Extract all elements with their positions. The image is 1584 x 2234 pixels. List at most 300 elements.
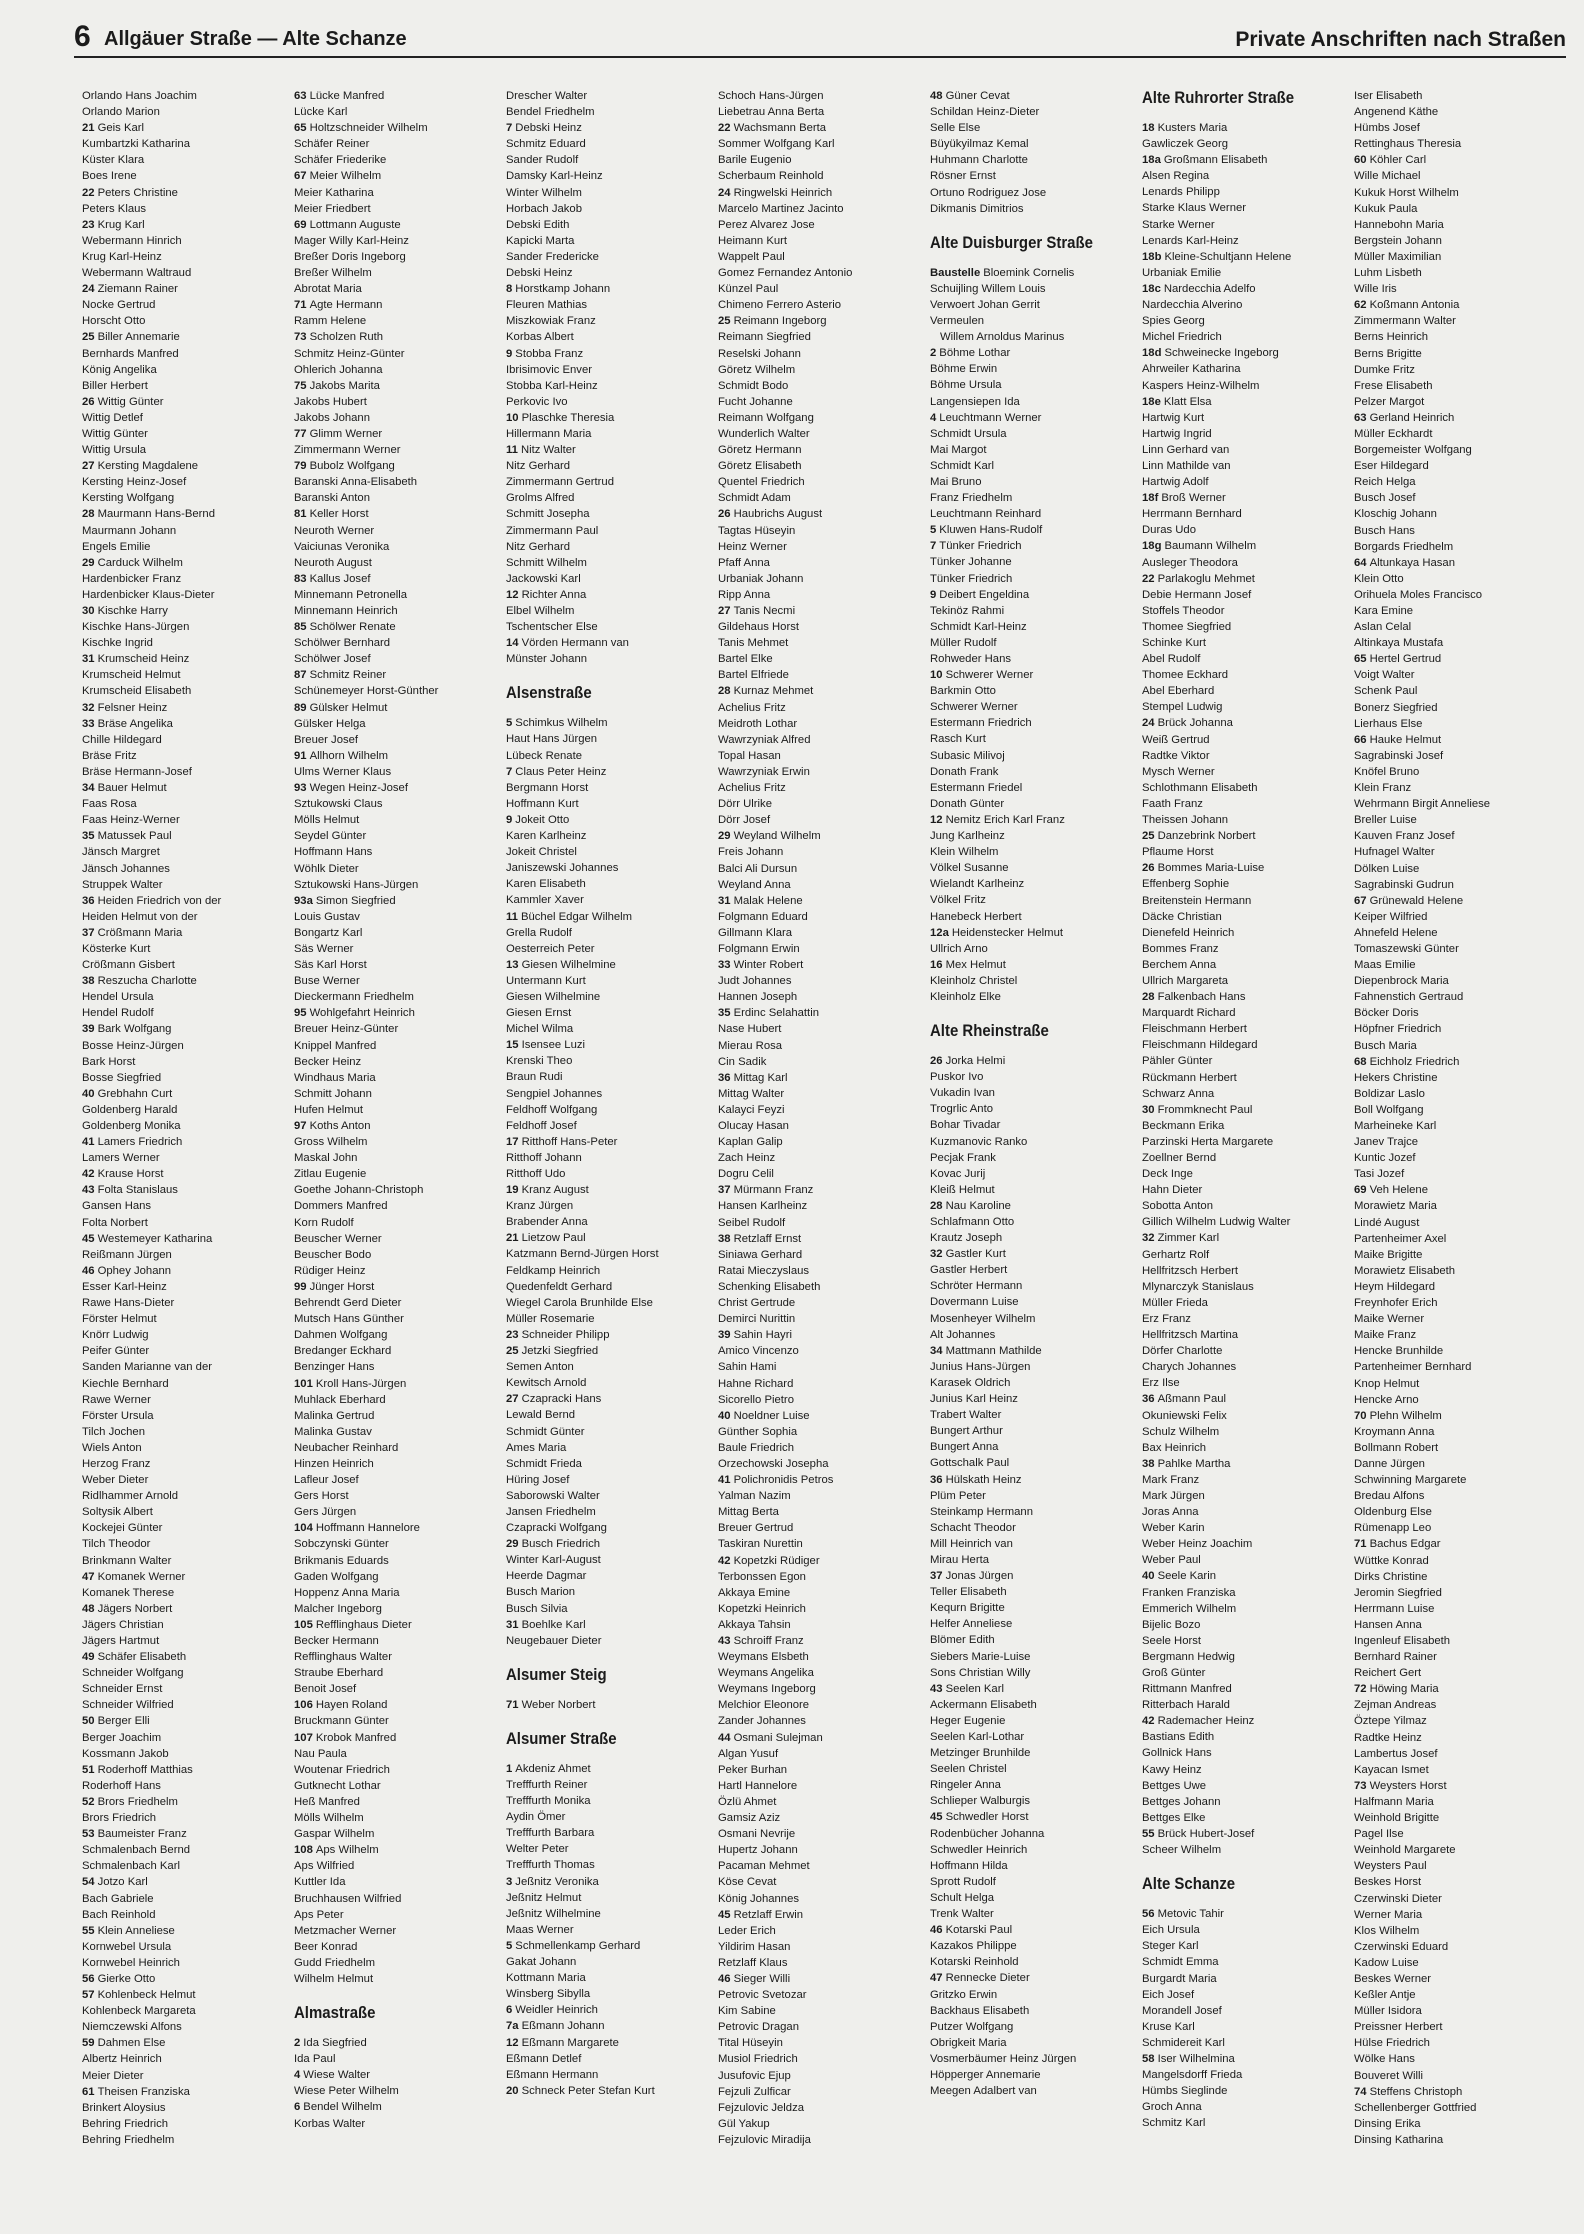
resident-entry <box>506 1440 718 1456</box>
resident-entry <box>1354 2068 1566 2084</box>
resident-name: Steffens Christoph <box>1369 2085 1463 2098</box>
resident-name: Plüm Peter <box>930 1489 986 1502</box>
resident-name: Beckmann Erika <box>1142 1119 1225 1132</box>
resident-name: Czerwinski Eduard <box>1354 1940 1449 1953</box>
resident-name: Metzmacher Werner <box>294 1924 397 1937</box>
resident-name: Refflinghaus Walter <box>294 1651 392 1664</box>
resident-entry <box>82 603 294 619</box>
resident-name: Faas Rosa <box>82 798 137 811</box>
house-number: 22 <box>1142 572 1155 585</box>
resident-name: Kotarski Reinhold <box>930 1956 1019 1969</box>
resident-name: Puskor Ivo <box>930 1071 984 1084</box>
resident-entry <box>1354 1826 1566 1842</box>
resident-entry <box>82 619 294 635</box>
resident-name: Kossmann Jakob <box>82 1747 169 1760</box>
resident-entry <box>82 265 294 281</box>
resident-name: Kleine-Schultjann Helene <box>1164 250 1292 263</box>
resident-entry <box>718 2035 930 2051</box>
house-number: 23 <box>82 218 95 231</box>
resident-name: Zimmer Karl <box>1157 1232 1220 1245</box>
resident-entry <box>82 1198 294 1214</box>
resident-entry <box>1142 1794 1354 1810</box>
resident-name: Tekinöz Rahmi <box>930 604 1005 617</box>
resident-name: Hüring Josef <box>506 1473 570 1486</box>
resident-entry <box>1354 1810 1566 1826</box>
resident-name: Lierhaus Else <box>1354 717 1423 730</box>
resident-name: Maas Emilie <box>1354 959 1416 972</box>
resident-name: Hardenbicker Klaus-Dieter <box>82 588 215 601</box>
house-number: 7 <box>506 122 513 135</box>
resident-entry <box>1142 909 1354 925</box>
resident-entry <box>718 217 930 233</box>
resident-entry <box>1354 281 1566 297</box>
resident-name: Beuscher Werner <box>294 1232 382 1245</box>
resident-name: Jakobs Hubert <box>294 395 367 408</box>
house-number: 21 <box>82 122 95 135</box>
resident-entry <box>506 120 718 136</box>
resident-entry <box>82 281 294 297</box>
resident-entry <box>1142 378 1354 394</box>
resident-name: Heger Eugenie <box>930 1714 1006 1727</box>
resident-entry <box>1354 1182 1566 1198</box>
resident-name: Wegen Heinz-Josef <box>309 782 408 795</box>
resident-entry <box>718 1778 930 1794</box>
resident-entry <box>82 1472 294 1488</box>
resident-entry <box>82 104 294 120</box>
resident-name: Faath Franz <box>1142 797 1203 810</box>
resident-name: Schäfer Elisabeth <box>97 1651 187 1664</box>
resident-name: Radtke Heinz <box>1354 1731 1422 1744</box>
resident-name: Zoellner Bernd <box>1142 1152 1217 1164</box>
resident-entry <box>506 1970 718 1986</box>
resident-name: Völkel Susanne <box>930 862 1009 875</box>
resident-entry <box>294 1359 506 1375</box>
resident-name: Schmitz Karl <box>1142 2117 1206 2130</box>
house-number: 16 <box>930 958 943 971</box>
resident-entry <box>718 1295 930 1311</box>
resident-name: Ortuno Rodriguez Jose <box>930 186 1047 199</box>
resident-name: Gaden Wolfgang <box>294 1570 379 1583</box>
resident-entry <box>930 1472 1142 1488</box>
resident-entry <box>294 1553 506 1569</box>
resident-entry <box>294 1665 506 1681</box>
resident-name: Berger Joachim <box>82 1731 162 1744</box>
resident-name: Nase Hubert <box>718 1023 782 1036</box>
resident-name: Geis Karl <box>97 122 145 135</box>
resident-name: Petrovic Svetozar <box>718 1989 807 2002</box>
resident-entry <box>1354 104 1566 120</box>
resident-entry <box>506 731 718 747</box>
house-number: 5 <box>506 717 513 730</box>
resident-entry <box>294 1488 506 1504</box>
house-number: 7a <box>506 2020 519 2033</box>
resident-name: Krautz Joseph <box>930 1232 1003 1245</box>
resident-entry <box>294 1746 506 1762</box>
resident-entry <box>506 1922 718 1938</box>
house-number: 56 <box>82 1972 95 1985</box>
resident-entry <box>930 152 1142 168</box>
resident-name: Schweinecke Ingeborg <box>1164 347 1279 360</box>
resident-name: Jägers Christian <box>82 1618 164 1631</box>
resident-name: Schmitz Heinz-Günter <box>294 347 405 360</box>
resident-name: Gers Jürgen <box>294 1506 357 1519</box>
resident-entry <box>294 1215 506 1231</box>
resident-name: Claus Peter Heinz <box>515 765 607 778</box>
resident-entry <box>930 1826 1142 1842</box>
resident-entry <box>82 1891 294 1907</box>
resident-entry <box>506 941 718 957</box>
resident-name: Freis Johann <box>718 846 784 859</box>
house-number: 46 <box>82 1264 95 1277</box>
resident-entry <box>718 1311 930 1327</box>
resident-name: Künzel Paul <box>718 283 779 296</box>
resident-entry <box>506 362 718 378</box>
resident-name: Dörr Josef <box>718 814 771 827</box>
house-number: 18f <box>1142 492 1159 505</box>
resident-entry <box>1354 1424 1566 1440</box>
resident-name: Debski Heinz <box>515 122 582 135</box>
house-number: 10 <box>930 669 943 682</box>
resident-name: Schneider Ernst <box>82 1683 163 1696</box>
resident-entry <box>82 861 294 877</box>
resident-entry <box>1354 1681 1566 1697</box>
resident-entry <box>294 619 506 635</box>
resident-entry <box>506 603 718 619</box>
resident-entry <box>82 571 294 587</box>
resident-name: Hekers Christine <box>1354 1071 1438 1084</box>
resident-entry <box>82 346 294 362</box>
directory-columns <box>82 88 1566 2218</box>
resident-entry <box>506 1793 718 1809</box>
resident-entry <box>930 1359 1142 1375</box>
resident-name: Braun Rudi <box>506 1071 563 1084</box>
resident-name: Frese Elisabeth <box>1354 379 1433 392</box>
resident-entry <box>506 474 718 490</box>
resident-name: Schroiff Franz <box>733 1635 804 1647</box>
house-number: 32 <box>1142 1232 1155 1245</box>
resident-entry <box>294 1601 506 1617</box>
resident-name: Gross Wilhelm <box>294 1136 368 1149</box>
resident-name: Carduck Wilhelm <box>97 556 183 569</box>
resident-name: Bubolz Wolfgang <box>309 460 395 473</box>
resident-entry <box>930 1327 1142 1343</box>
resident-name: Leuchtmann Werner <box>939 411 1042 424</box>
resident-name: Hülskath Heinz <box>945 1473 1022 1486</box>
resident-name: Retzlaff Ernst <box>733 1232 802 1245</box>
resident-entry <box>930 1632 1142 1648</box>
resident-entry <box>930 1938 1142 1954</box>
resident-name: Klein Otto <box>1354 572 1404 585</box>
resident-name: Donath Frank <box>930 765 999 778</box>
resident-name: Scholzen Ruth <box>309 331 384 344</box>
resident-name: Meegen Adalbert van <box>930 2085 1037 2098</box>
resident-name: Biller Herbert <box>82 379 148 392</box>
resident-name: Hauke Helmut <box>1369 733 1442 746</box>
resident-entry <box>82 1585 294 1601</box>
resident-entry <box>1354 152 1566 168</box>
resident-entry <box>930 377 1142 393</box>
resident-name: Mex Helmut <box>945 958 1006 971</box>
house-number: 24 <box>1142 717 1155 730</box>
resident-name: Lenards Philipp <box>1142 186 1220 199</box>
resident-name: Algan Yusuf <box>718 1747 779 1760</box>
house-number: 34 <box>930 1344 943 1357</box>
resident-name: Hellfritzsch Martina <box>1142 1329 1239 1342</box>
resident-entry <box>82 506 294 522</box>
resident-entry <box>506 2018 718 2034</box>
resident-entry <box>1142 2083 1354 2099</box>
resident-entry <box>506 1568 718 1584</box>
resident-name: Erz Franz <box>1142 1312 1191 1325</box>
resident-entry <box>294 683 506 699</box>
resident-entry <box>506 1809 718 1825</box>
resident-name: Wilhelm Helmut <box>294 1972 374 1985</box>
resident-name: Berger Elli <box>97 1715 150 1728</box>
house-number: 28 <box>82 508 95 521</box>
resident-name: Holtzschneider Wilhelm <box>309 122 428 135</box>
resident-entry <box>1354 667 1566 683</box>
resident-entry <box>930 474 1142 490</box>
resident-entry <box>294 1343 506 1359</box>
resident-entry <box>294 265 506 281</box>
resident-name: Küster Klara <box>82 154 145 167</box>
street-heading: Alte Duisburger Straße <box>930 232 1093 252</box>
resident-entry <box>506 1150 718 1166</box>
resident-name: Aps Wilfried <box>294 1860 355 1873</box>
resident-name: Kapicki Marta <box>506 234 575 247</box>
house-number: 9 <box>930 588 937 601</box>
resident-name: Fejzulovic Jeldza <box>718 2101 805 2114</box>
resident-entry <box>294 1005 506 1021</box>
resident-entry <box>294 925 506 941</box>
resident-entry <box>1354 925 1566 941</box>
resident-name: Wehrmann Birgit Anneliese <box>1354 798 1491 811</box>
resident-entry <box>1142 1810 1354 1826</box>
resident-entry <box>1354 265 1566 281</box>
street-heading: Alsenstraße <box>506 683 592 703</box>
resident-name: Schölwer Bernhard <box>294 637 391 650</box>
resident-name: Breßer Doris Ingeborg <box>294 250 406 263</box>
resident-name: Sanden Marianne van der <box>82 1361 213 1374</box>
resident-entry <box>718 1536 930 1552</box>
resident-name: Kewitsch Arnold <box>506 1377 587 1390</box>
resident-name: Reichert Gert <box>1354 1667 1422 1680</box>
resident-name: Sagrabinski Josef <box>1354 749 1444 762</box>
resident-entry <box>718 426 930 442</box>
resident-name: Dienefeld Heinrich <box>1142 926 1235 939</box>
resident-entry <box>718 764 930 780</box>
resident-entry <box>1142 941 1354 957</box>
resident-entry <box>1354 1038 1566 1054</box>
resident-name: Krause Horst <box>97 1168 164 1181</box>
resident-name: Seele Horst <box>1142 1634 1202 1647</box>
resident-name: Danzebrink Norbert <box>1157 830 1256 843</box>
house-number: 55 <box>82 1924 95 1937</box>
resident-entry <box>718 1021 930 1037</box>
resident-entry <box>1354 571 1566 587</box>
resident-name: Wiese Peter Wilhelm <box>294 2085 399 2098</box>
house-number: 95 <box>294 1007 307 1020</box>
resident-entry <box>82 1923 294 1939</box>
resident-name: Bendel Wilhelm <box>303 2101 382 2114</box>
resident-name: Charych Johannes <box>1142 1361 1237 1374</box>
resident-entry <box>82 217 294 233</box>
resident-name: Kukuk Paula <box>1354 202 1418 215</box>
house-number: 18e <box>1142 395 1161 408</box>
resident-name: Kaplan Galip <box>718 1136 783 1149</box>
resident-entry <box>82 1021 294 1037</box>
resident-entry <box>294 1891 506 1907</box>
resident-name: Thomee Eckhard <box>1142 669 1229 682</box>
house-number: 107 <box>294 1731 313 1744</box>
resident-entry <box>718 1665 930 1681</box>
resident-name: Terbonssen Egon <box>718 1570 806 1583</box>
resident-name: Lübeck Renate <box>506 749 582 762</box>
resident-entry <box>506 571 718 587</box>
resident-name: Kim Sabine <box>718 2005 776 2018</box>
resident-entry <box>82 732 294 748</box>
resident-name: Miszkowiak Franz <box>506 315 596 328</box>
resident-name: Quentel Friedrich <box>718 476 805 489</box>
resident-name: Tanis Mehmet <box>718 637 789 650</box>
resident-name: Yalman Nazim <box>718 1490 791 1503</box>
resident-name: Schuijling Willem Louis <box>930 282 1046 295</box>
house-number: 30 <box>82 605 95 617</box>
resident-name: Rawe Hans-Dieter <box>82 1297 175 1310</box>
resident-name: Haubrichs August <box>733 508 823 521</box>
resident-entry <box>294 1778 506 1794</box>
resident-entry <box>1142 876 1354 892</box>
resident-name: Krumscheid Helmut <box>82 669 181 682</box>
resident-name: Reimann Wolfgang <box>718 411 814 424</box>
resident-entry <box>506 1086 718 1102</box>
street-range-title: Allgäuer Straße — Alte Schanze <box>104 28 407 50</box>
resident-entry <box>294 394 506 410</box>
resident-name: Tasi Jozef <box>1354 1168 1405 1181</box>
house-number: 11 <box>506 444 518 457</box>
resident-entry <box>294 104 506 120</box>
resident-name: Leuchtmann Reinhard <box>930 508 1042 521</box>
resident-name: Trefffurth Reiner <box>506 1779 588 1791</box>
resident-name: Rademacher Heinz <box>1157 1715 1255 1728</box>
house-number: 61 <box>82 2085 95 2098</box>
resident-name: Ritthoff Hans-Peter <box>521 1135 618 1148</box>
street-heading: Alte Ruhrorter Straße <box>1142 88 1295 107</box>
resident-name: Gastler Herbert <box>930 1264 1008 1277</box>
resident-entry <box>930 828 1142 844</box>
resident-name: Gamsiz Aziz <box>718 1812 781 1825</box>
resident-entry <box>82 1231 294 1247</box>
resident-name: Drescher Walter <box>506 90 588 102</box>
resident-name: Estermann Friedrich <box>930 717 1032 730</box>
resident-name: Dörfer Charlotte <box>1142 1345 1223 1358</box>
resident-name: Wiels Anton <box>82 1441 142 1454</box>
resident-name: Bosse Heinz-Jürgen <box>82 1039 184 1052</box>
house-number: 60 <box>1354 154 1367 167</box>
resident-entry <box>718 2132 930 2148</box>
resident-entry <box>82 1681 294 1697</box>
resident-name: Ratai Mieczyslaus <box>718 1264 810 1277</box>
resident-entry <box>506 426 718 442</box>
resident-entry <box>718 281 930 297</box>
resident-name: Kequrn Brigitte <box>930 1602 1005 1615</box>
resident-name: Ahrweiler Katharina <box>1142 363 1241 376</box>
resident-name: Parzinski Herta Margarete <box>1142 1135 1274 1148</box>
resident-name: Morawietz Maria <box>1354 1200 1437 1213</box>
resident-entry <box>1354 1359 1566 1375</box>
resident-name: Kleinholz Christel <box>930 974 1018 987</box>
resident-entry <box>718 1955 930 1971</box>
resident-name: Kersting Heinz-Josef <box>82 476 187 489</box>
resident-name: Schmitz Eduard <box>506 138 586 151</box>
resident-name: Grebhahn Curt <box>97 1087 173 1100</box>
resident-name: Bark Wolfgang <box>97 1023 172 1036</box>
resident-entry <box>506 1633 718 1649</box>
house-number: 70 <box>1354 1409 1367 1422</box>
resident-entry <box>930 201 1142 217</box>
resident-name: Berns Brigitte <box>1354 347 1422 360</box>
resident-entry <box>82 1810 294 1826</box>
resident-name: Klein Wilhelm <box>930 846 999 859</box>
resident-entry <box>82 2084 294 2100</box>
resident-name: Deibert Engeldina <box>939 588 1030 601</box>
resident-entry <box>1354 555 1566 571</box>
resident-name: Alt Johannes <box>930 1328 996 1341</box>
resident-entry <box>930 1134 1142 1150</box>
resident-name: Koßmann Antonia <box>1369 299 1460 312</box>
resident-entry <box>718 1215 930 1231</box>
resident-name: Weber Dieter <box>82 1474 149 1487</box>
resident-name: Wappelt Paul <box>718 250 785 263</box>
resident-name: Boll Wolfgang <box>1354 1103 1424 1116</box>
resident-name: Pflaume Horst <box>1142 846 1214 859</box>
resident-name: Folta Stanislaus <box>97 1184 178 1197</box>
resident-entry <box>718 378 930 394</box>
resident-name: Wölke Hans <box>1354 2053 1415 2066</box>
resident-name: Wille Iris <box>1354 283 1397 296</box>
resident-entry <box>1142 1198 1354 1214</box>
resident-entry <box>1354 957 1566 973</box>
resident-entry <box>1142 1681 1354 1697</box>
resident-name: Kaspers Heinz-Wilhelm <box>1142 379 1260 392</box>
resident-entry <box>506 1343 718 1359</box>
resident-name: Dahmen Else <box>97 2037 166 2050</box>
resident-name: Jägers Hartmut <box>82 1635 160 1647</box>
resident-entry <box>1354 1697 1566 1713</box>
resident-entry <box>1142 1214 1354 1230</box>
resident-entry <box>82 458 294 474</box>
resident-name: Jeßnitz Wilhelmine <box>506 1907 601 1920</box>
resident-entry <box>82 1488 294 1504</box>
resident-entry <box>294 2035 506 2051</box>
resident-entry <box>1354 1794 1566 1810</box>
resident-entry <box>1142 1762 1354 1778</box>
resident-name: Säs Karl Horst <box>294 959 367 972</box>
resident-name: Grünewald Helene <box>1369 894 1464 907</box>
resident-entry <box>506 1037 718 1053</box>
resident-entry <box>718 1810 930 1826</box>
resident-entry <box>1142 1021 1354 1037</box>
resident-entry <box>294 2116 506 2132</box>
resident-name: Webermann Hinrich <box>82 234 182 247</box>
resident-entry <box>82 1794 294 1810</box>
resident-entry <box>506 715 718 731</box>
resident-entry <box>506 812 718 828</box>
resident-entry <box>930 538 1142 554</box>
resident-name: Gollnick Hans <box>1142 1747 1212 1760</box>
resident-name: Sahin Hayri <box>733 1329 792 1342</box>
resident-entry <box>718 346 930 362</box>
